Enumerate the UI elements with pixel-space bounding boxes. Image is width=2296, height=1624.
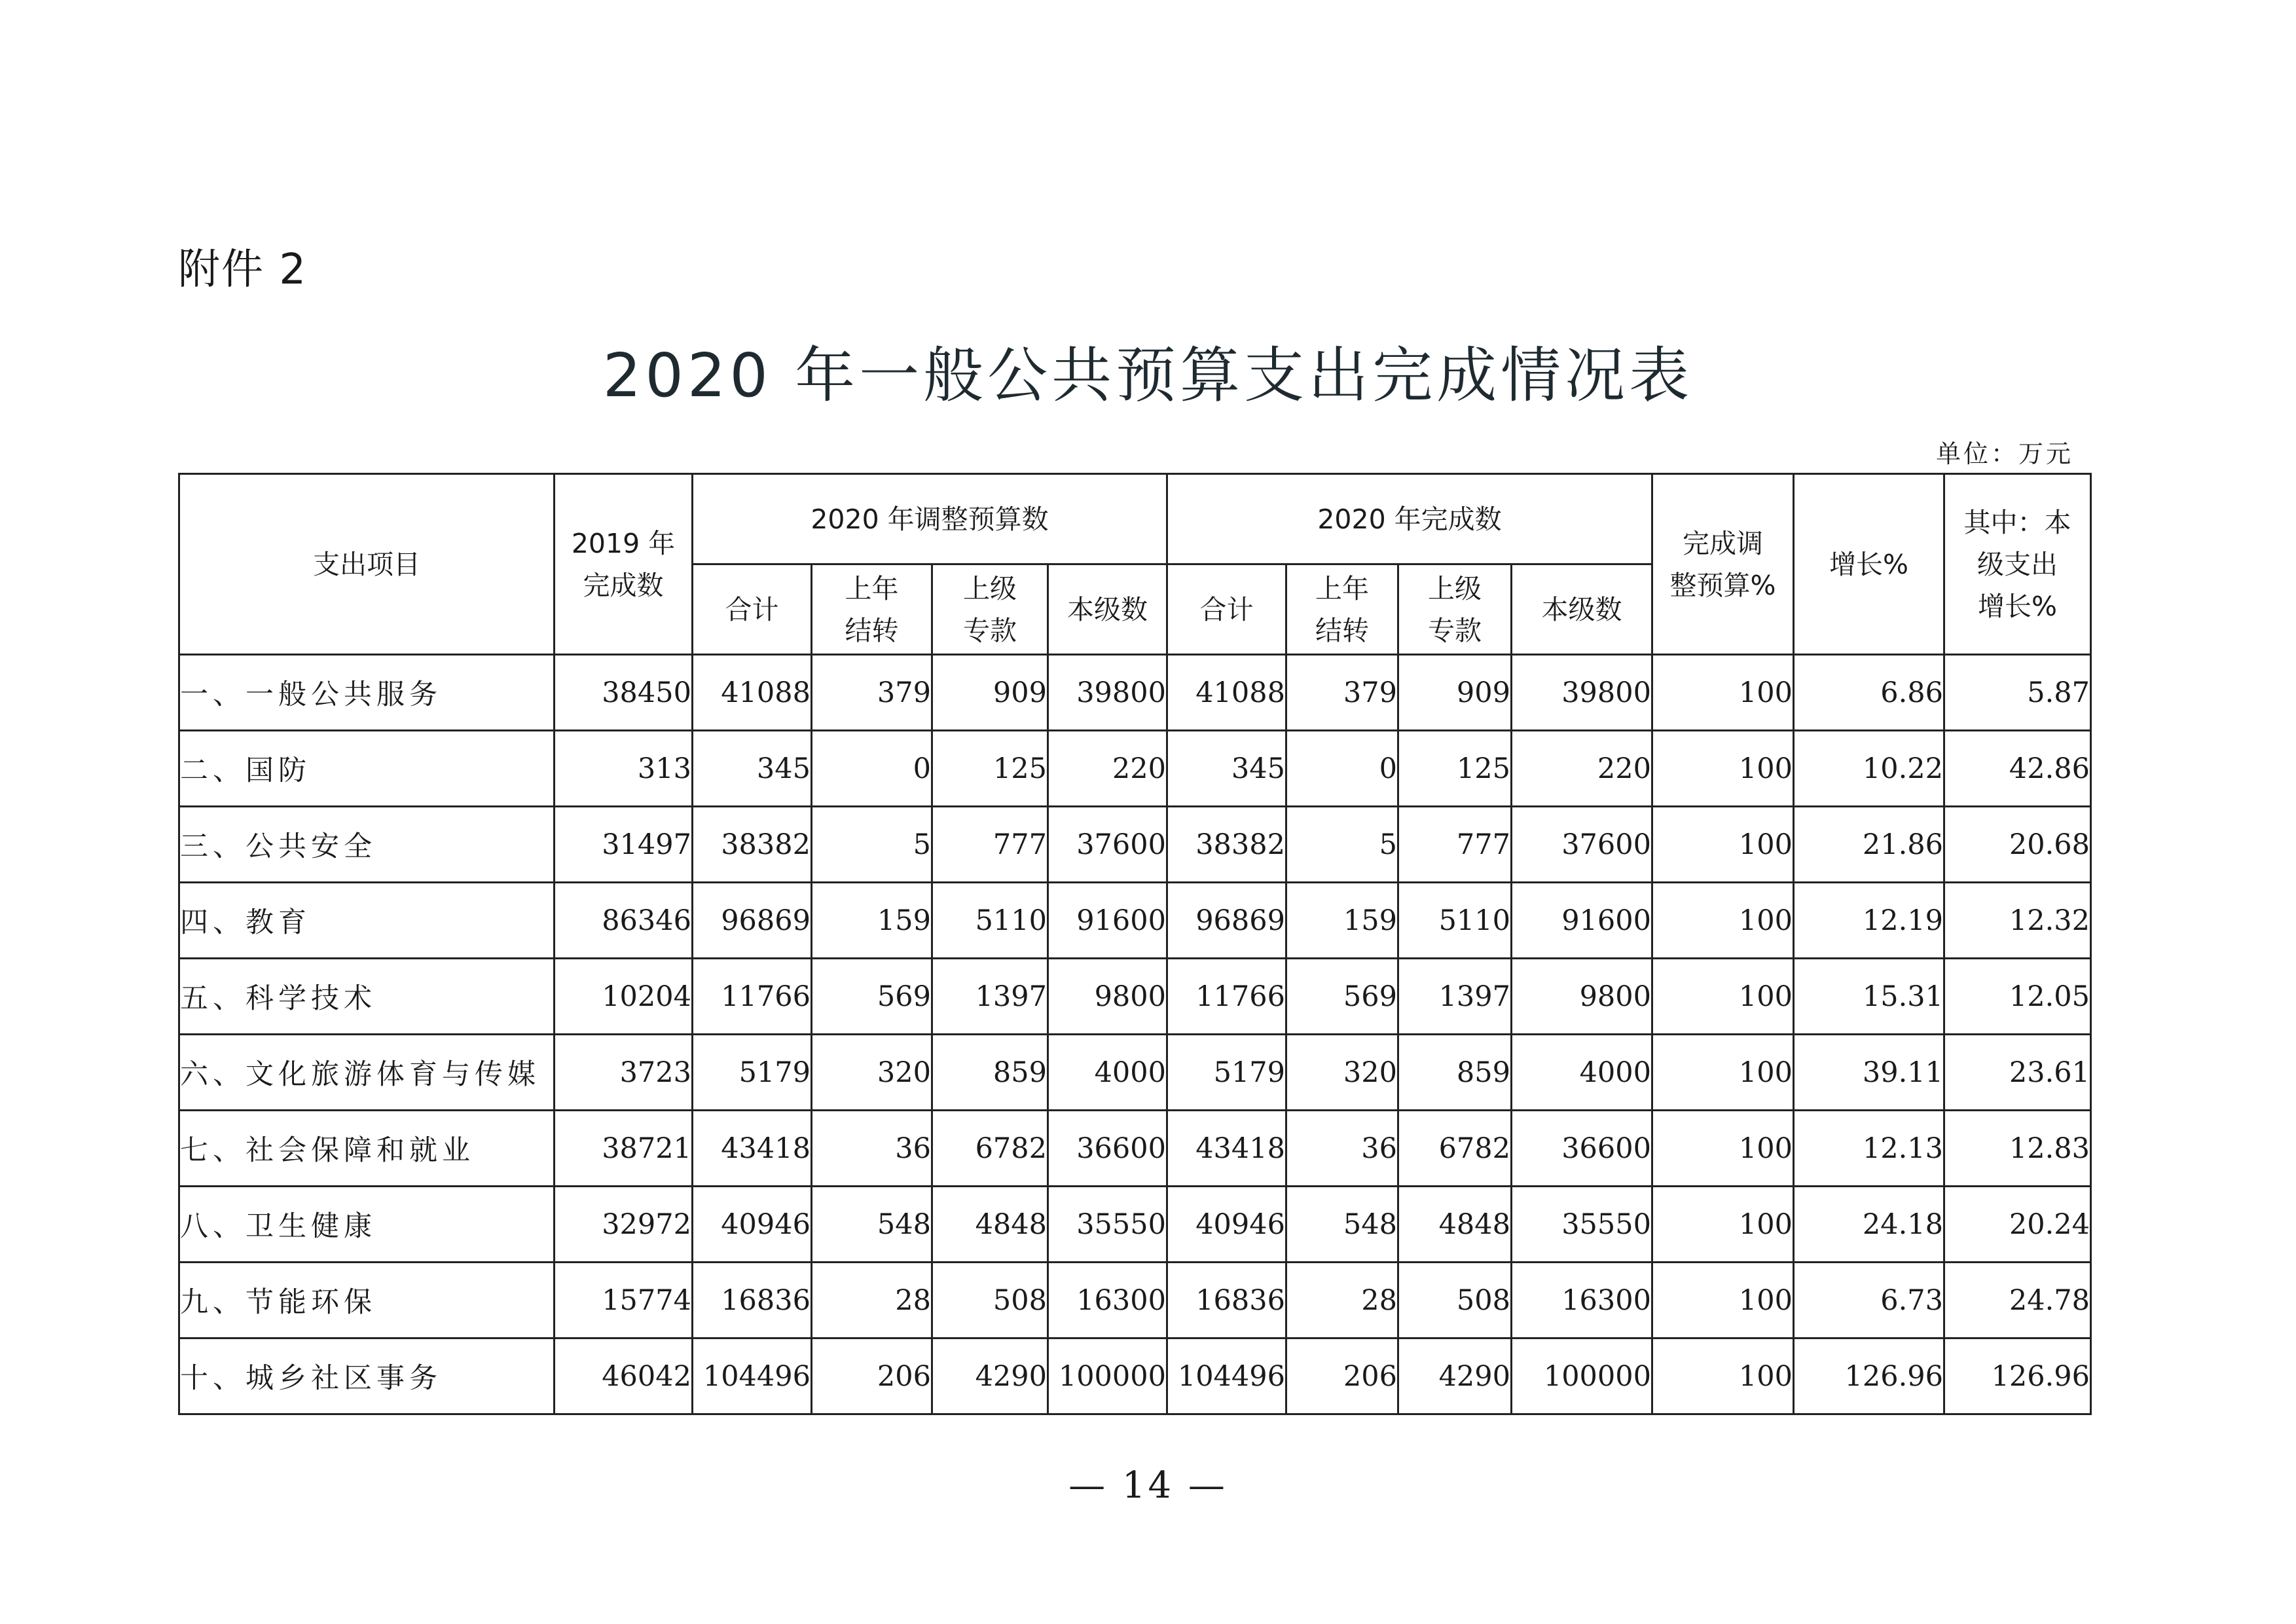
header-item: 支出项目	[179, 474, 555, 655]
header-done-special: 上级 专款	[1398, 564, 1512, 655]
table-row	[179, 731, 2091, 807]
cell-done-special: 777	[1398, 807, 1512, 883]
cell-adj-total: 96869	[693, 883, 812, 959]
cell-growth: 10.22	[1794, 731, 1944, 807]
cell-adj-local: 39800	[1048, 655, 1167, 731]
cell-done-special: 909	[1398, 655, 1512, 731]
cell-name: 七、社会保障和就业	[179, 1111, 555, 1187]
cell-prev: 46042	[555, 1338, 693, 1414]
cell-adj-special: 6782	[932, 1111, 1048, 1187]
cell-growth: 6.86	[1794, 655, 1944, 731]
cell-prev: 86346	[555, 883, 693, 959]
cell-done-special: 4290	[1398, 1338, 1512, 1414]
cell-done-local: 9800	[1512, 959, 1652, 1035]
header-adj-local: 本级数	[1048, 564, 1167, 655]
cell-done-total: 43418	[1167, 1111, 1286, 1187]
cell-adj-carry: 159	[812, 883, 932, 959]
cell-adj-carry: 36	[812, 1111, 932, 1187]
cell-prev: 313	[555, 731, 693, 807]
cell-adj-local: 220	[1048, 731, 1167, 807]
cell-name: 八、卫生健康	[179, 1187, 555, 1263]
cell-done-special: 508	[1398, 1263, 1512, 1338]
cell-done-carry: 569	[1286, 959, 1398, 1035]
table-row	[179, 959, 2091, 1035]
cell-adj-total: 16836	[693, 1263, 812, 1338]
header-done-local: 本级数	[1512, 564, 1652, 655]
cell-rate: 100	[1652, 1035, 1794, 1111]
cell-done-special: 125	[1398, 731, 1512, 807]
cell-adj-local: 100000	[1048, 1338, 1167, 1414]
cell-done-special: 5110	[1398, 883, 1512, 959]
cell-done-carry: 36	[1286, 1111, 1398, 1187]
page-number: — 14 —	[1068, 1464, 1228, 1507]
table-row	[179, 1035, 2091, 1111]
cell-done-local: 35550	[1512, 1187, 1652, 1263]
cell-local-growth: 23.61	[1944, 1035, 2091, 1111]
cell-growth: 39.11	[1794, 1035, 1944, 1111]
cell-done-local: 4000	[1512, 1035, 1652, 1111]
cell-adj-total: 345	[693, 731, 812, 807]
cell-rate: 100	[1652, 655, 1794, 731]
cell-local-growth: 24.78	[1944, 1263, 2091, 1338]
cell-prev: 10204	[555, 959, 693, 1035]
cell-done-special: 1397	[1398, 959, 1512, 1035]
cell-done-total: 104496	[1167, 1338, 1286, 1414]
attachment-label: 附件 2	[178, 246, 308, 294]
cell-done-total: 40946	[1167, 1187, 1286, 1263]
cell-adj-special: 125	[932, 731, 1048, 807]
cell-adj-special: 859	[932, 1035, 1048, 1111]
table-row	[179, 883, 2091, 959]
cell-growth: 21.86	[1794, 807, 1944, 883]
cell-done-total: 5179	[1167, 1035, 1286, 1111]
table-row	[179, 655, 2091, 731]
header-prev-year: 2019 年 完成数	[555, 474, 693, 655]
cell-rate: 100	[1652, 883, 1794, 959]
cell-growth: 12.13	[1794, 1111, 1944, 1187]
cell-done-carry: 206	[1286, 1338, 1398, 1414]
cell-done-local: 16300	[1512, 1263, 1652, 1338]
cell-done-local: 220	[1512, 731, 1652, 807]
table-row	[179, 1111, 2091, 1187]
cell-adj-total: 38382	[693, 807, 812, 883]
header-adjusted-group: 2020 年调整预算数	[693, 474, 1167, 564]
cell-adj-local: 16300	[1048, 1263, 1167, 1338]
cell-adj-carry: 0	[812, 731, 932, 807]
budget-table	[178, 473, 2092, 1415]
cell-done-local: 100000	[1512, 1338, 1652, 1414]
cell-done-carry: 159	[1286, 883, 1398, 959]
cell-growth: 126.96	[1794, 1338, 1944, 1414]
cell-done-total: 96869	[1167, 883, 1286, 959]
cell-name: 九、节能环保	[179, 1263, 555, 1338]
cell-local-growth: 126.96	[1944, 1338, 2091, 1414]
cell-local-growth: 12.32	[1944, 883, 2091, 959]
table-row	[179, 1187, 2091, 1263]
header-done-total: 合计	[1167, 564, 1286, 655]
cell-local-growth: 42.86	[1944, 731, 2091, 807]
cell-done-carry: 5	[1286, 807, 1398, 883]
cell-rate: 100	[1652, 731, 1794, 807]
cell-done-total: 11766	[1167, 959, 1286, 1035]
cell-adj-carry: 5	[812, 807, 932, 883]
page-title: 2020 年一般公共预算支出完成情况表	[602, 341, 1694, 411]
cell-name: 一、一般公共服务	[179, 655, 555, 731]
cell-adj-special: 777	[932, 807, 1048, 883]
cell-adj-special: 4290	[932, 1338, 1048, 1414]
cell-adj-local: 4000	[1048, 1035, 1167, 1111]
cell-adj-special: 4848	[932, 1187, 1048, 1263]
cell-adj-carry: 548	[812, 1187, 932, 1263]
cell-adj-special: 909	[932, 655, 1048, 731]
cell-adj-total: 11766	[693, 959, 812, 1035]
table-row	[179, 807, 2091, 883]
table-row	[179, 1338, 2091, 1414]
table-row	[179, 1263, 2091, 1338]
cell-done-special: 4848	[1398, 1187, 1512, 1263]
header-adj-carry: 上年 结转	[812, 564, 932, 655]
cell-done-local: 91600	[1512, 883, 1652, 959]
cell-adj-carry: 206	[812, 1338, 932, 1414]
header-adj-special: 上级 专款	[932, 564, 1048, 655]
cell-adj-special: 1397	[932, 959, 1048, 1035]
cell-adj-special: 5110	[932, 883, 1048, 959]
cell-local-growth: 12.83	[1944, 1111, 2091, 1187]
cell-prev: 3723	[555, 1035, 693, 1111]
cell-growth: 24.18	[1794, 1187, 1944, 1263]
cell-growth: 12.19	[1794, 883, 1944, 959]
cell-rate: 100	[1652, 1187, 1794, 1263]
cell-adj-local: 36600	[1048, 1111, 1167, 1187]
cell-done-total: 16836	[1167, 1263, 1286, 1338]
cell-rate: 100	[1652, 1338, 1794, 1414]
cell-name: 四、教育	[179, 883, 555, 959]
cell-adj-carry: 28	[812, 1263, 932, 1338]
cell-adj-special: 508	[932, 1263, 1048, 1338]
unit-label: 单位：万元	[1935, 439, 2073, 468]
cell-done-total: 38382	[1167, 807, 1286, 883]
table-body	[179, 655, 2091, 1414]
cell-done-carry: 548	[1286, 1187, 1398, 1263]
cell-done-local: 39800	[1512, 655, 1652, 731]
header-completion-rate: 完成调 整预算%	[1652, 474, 1794, 655]
header-growth: 增长%	[1794, 474, 1944, 655]
cell-done-total: 345	[1167, 731, 1286, 807]
cell-rate: 100	[1652, 807, 1794, 883]
cell-done-local: 37600	[1512, 807, 1652, 883]
cell-local-growth: 20.68	[1944, 807, 2091, 883]
cell-prev: 38721	[555, 1111, 693, 1187]
cell-done-carry: 0	[1286, 731, 1398, 807]
cell-adj-total: 43418	[693, 1111, 812, 1187]
cell-done-carry: 320	[1286, 1035, 1398, 1111]
header-local-growth: 其中：本 级支出 增长%	[1944, 474, 2091, 655]
cell-done-special: 859	[1398, 1035, 1512, 1111]
header-adj-total: 合计	[693, 564, 812, 655]
cell-adj-local: 35550	[1048, 1187, 1167, 1263]
cell-prev: 38450	[555, 655, 693, 731]
cell-done-carry: 28	[1286, 1263, 1398, 1338]
cell-rate: 100	[1652, 959, 1794, 1035]
cell-adj-total: 41088	[693, 655, 812, 731]
cell-adj-local: 37600	[1048, 807, 1167, 883]
cell-adj-carry: 569	[812, 959, 932, 1035]
cell-name: 十、城乡社区事务	[179, 1338, 555, 1414]
header-completed-group: 2020 年完成数	[1167, 474, 1652, 564]
cell-prev: 31497	[555, 807, 693, 883]
cell-done-special: 6782	[1398, 1111, 1512, 1187]
cell-prev: 15774	[555, 1263, 693, 1338]
cell-adj-total: 5179	[693, 1035, 812, 1111]
cell-adj-local: 91600	[1048, 883, 1167, 959]
cell-done-total: 41088	[1167, 655, 1286, 731]
cell-adj-total: 40946	[693, 1187, 812, 1263]
cell-adj-carry: 320	[812, 1035, 932, 1111]
cell-adj-carry: 379	[812, 655, 932, 731]
cell-prev: 32972	[555, 1187, 693, 1263]
cell-name: 五、科学技术	[179, 959, 555, 1035]
cell-adj-total: 104496	[693, 1338, 812, 1414]
cell-done-carry: 379	[1286, 655, 1398, 731]
cell-growth: 6.73	[1794, 1263, 1944, 1338]
cell-done-local: 36600	[1512, 1111, 1652, 1187]
cell-local-growth: 5.87	[1944, 655, 2091, 731]
cell-name: 六、文化旅游体育与传媒	[179, 1035, 555, 1111]
cell-local-growth: 20.24	[1944, 1187, 2091, 1263]
cell-name: 二、国防	[179, 731, 555, 807]
header-done-carry: 上年 结转	[1286, 564, 1398, 655]
cell-adj-local: 9800	[1048, 959, 1167, 1035]
cell-name: 三、公共安全	[179, 807, 555, 883]
cell-rate: 100	[1652, 1111, 1794, 1187]
cell-local-growth: 12.05	[1944, 959, 2091, 1035]
cell-rate: 100	[1652, 1263, 1794, 1338]
cell-growth: 15.31	[1794, 959, 1944, 1035]
